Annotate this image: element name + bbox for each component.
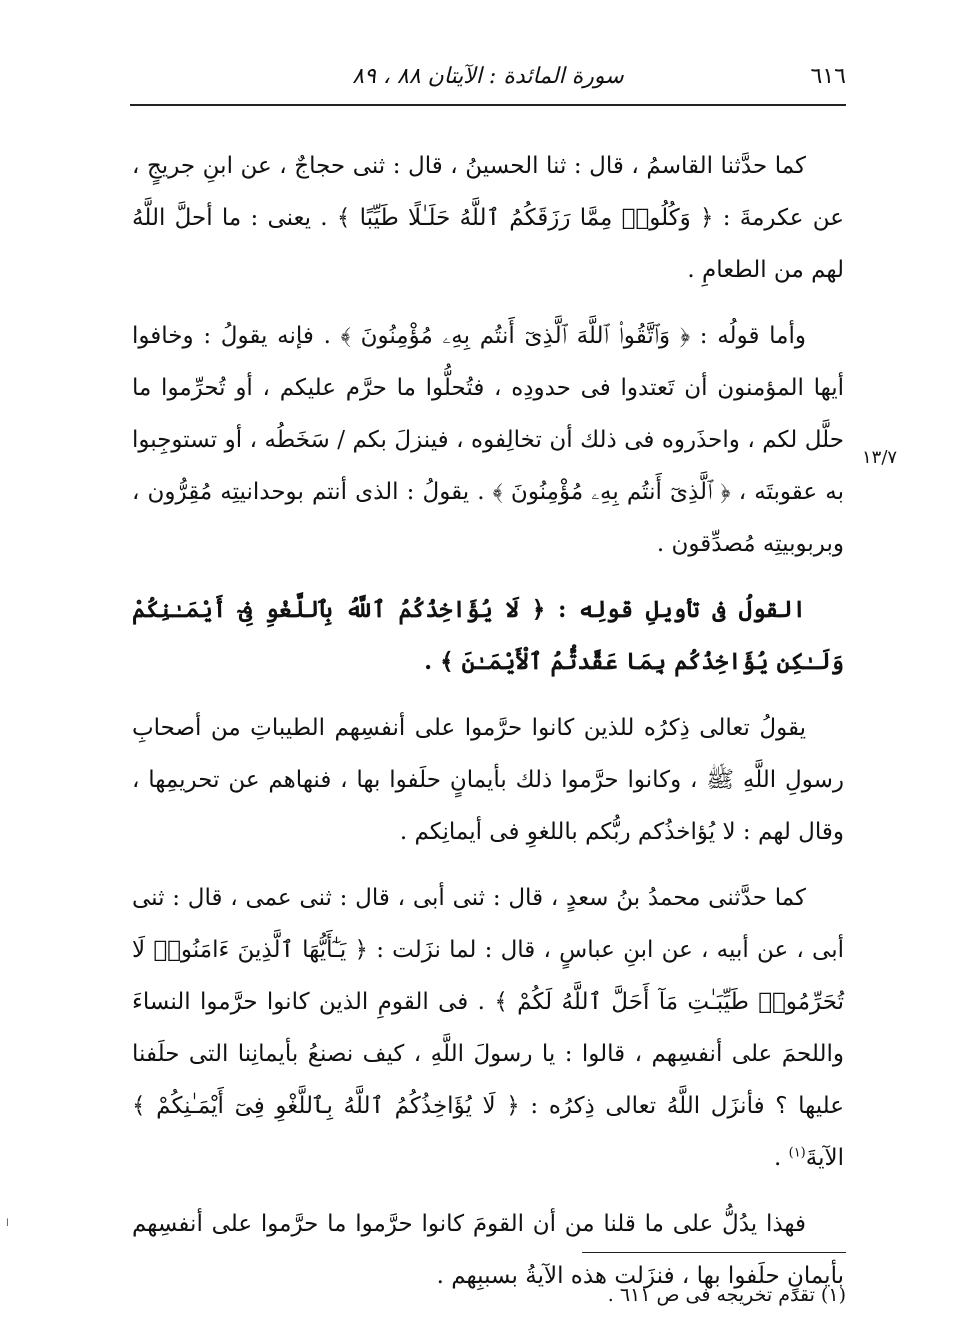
footnote: (١) تقدم تخريجه فى ص ٦١١ . bbox=[607, 1284, 846, 1306]
paragraph-6-text: فهذا يدُلُّ على ما قلنا من أن القومَ كانوا حرَّموا ما حرَّموا على أنفسِهم بأيمانٍ حلَفوا بها ، فنزَلت هذه الآيةُ بسببِهم . bbox=[132, 1211, 844, 1289]
footnote-reference[interactable]: (١) bbox=[788, 1145, 806, 1161]
margin-volume-page-mark: ١٣/٧ bbox=[862, 447, 898, 468]
page-header bbox=[130, 58, 846, 98]
paragraph-3-text: ﴿ لَا يُؤَاخِذُكُمُ ٱللَّهُ بِٱللَّغْوِ فِىٓ أَيْمَـٰنِكُمْ وَلَـٰكِن يُؤَاخِذُكُم بِمَا عَقَّدتُّمُ ٱلْأَيْمَـٰنَ ﴾ . bbox=[132, 596, 844, 675]
paragraph-5-tail: . bbox=[773, 1145, 789, 1171]
paragraph-5 bbox=[132, 872, 844, 1184]
main-text bbox=[132, 140, 844, 1314]
paragraph-4-text: يقولُ تعالى ذِكرُه للذين كانوا حرَّموا على أنفسِهم الطيباتِ من أصحابِ رسولِ اللَّهِ ﷺ ، وكانوا حرَّموا ذلك بأيمانٍ حلَفوا بها ، فنهاهم عن تحريمِها ، وقال لهم : لا يُؤاخذُكم ربُّكم باللغوِ فى أيمانِكم . bbox=[132, 715, 844, 845]
page-number: ٦١٦ bbox=[810, 64, 846, 89]
footnote-rule bbox=[582, 1252, 846, 1253]
paragraph-5-text: كما حدَّثنى محمدُ بنُ سعدٍ ، قال : ثنى أبى ، قال : ثنى عمى ، قال : ثنى أبى ، عن أبيه ، عن ابنِ عباسٍ ، قال : لما نزَلت : ﴿ يَـٰٓأَيُّهَا ٱلَّذِينَ ءَامَنُوا۟ لَا تُحَرِّمُوا۟ طَيِّبَـٰتِ مَآ أَحَلَّ ٱللَّهُ لَكُمْ ﴾ . فى القومِ الذين كانوا حرَّموا النساءَ واللحمَ على أنفسِهم ، قالوا : يا رسولَ اللَّهِ ، كيف نصنعُ بأيمانِنا التى حلَفنا عليها ؟ فأنزَل اللَّهُ تعالى ذِكرُه : ﴿ لَا يُؤَاخِذُكُمُ ٱللَّهُ بِٱللَّغْوِ فِىٓ أَيْمَـٰنِكُمْ ﴾ الآيةَ bbox=[132, 885, 844, 1171]
paragraph-1 bbox=[132, 140, 844, 296]
section-heading: القولُ فى تأويلِ قولِه : bbox=[557, 596, 806, 623]
stray-mark: ا bbox=[6, 1218, 9, 1229]
running-title: سورة المائدة : الآيتان ٨٨ ، ٨٩ bbox=[352, 64, 624, 89]
paragraph-3 bbox=[132, 584, 844, 688]
header-rule bbox=[130, 104, 846, 106]
paragraph-2 bbox=[132, 310, 844, 570]
paragraph-1-text: كما حدَّثنا القاسمُ ، قال : ثنا الحسينُ ، قال : ثنى حجاجٌ ، عن ابنِ جريجٍ ، عن عكرمةَ : ﴿ وَكُلُوا۟ مِمَّا رَزَقَكُمُ ٱللَّهُ حَلَـٰلًا طَيِّبًا ﴾ . يعنى : ما أحلَّ اللَّهُ لهم من الطعامِ . bbox=[132, 153, 844, 283]
paragraph-2-text: وأما قولُه : ﴿ وَٱتَّقُوا۟ ٱللَّهَ ٱلَّذِىٓ أَنتُم بِهِۦ مُؤْمِنُونَ ﴾ . فإنه يقولُ : وخافوا أيها المؤمنون أن تَعتدوا فى حدودِه ، فتُحلُّوا ما حرَّم عليكم ، أو تُحرِّموا ما حلَّل لكم ، واحذَروه فى ذلك أن تخالِفوه ، فينزلَ بكم / سَخَطُه ، أو تستوجِبوا به عقوبتَه ، ﴿ ٱلَّذِىٓ أَنتُم بِهِۦ مُؤْمِنُونَ ﴾ . يقولُ : الذى أنتم بوحدانيتِه مُقِرُّون ، وبربوبيتِه مُصدِّقون . bbox=[132, 323, 844, 557]
paragraph-4 bbox=[132, 702, 844, 858]
